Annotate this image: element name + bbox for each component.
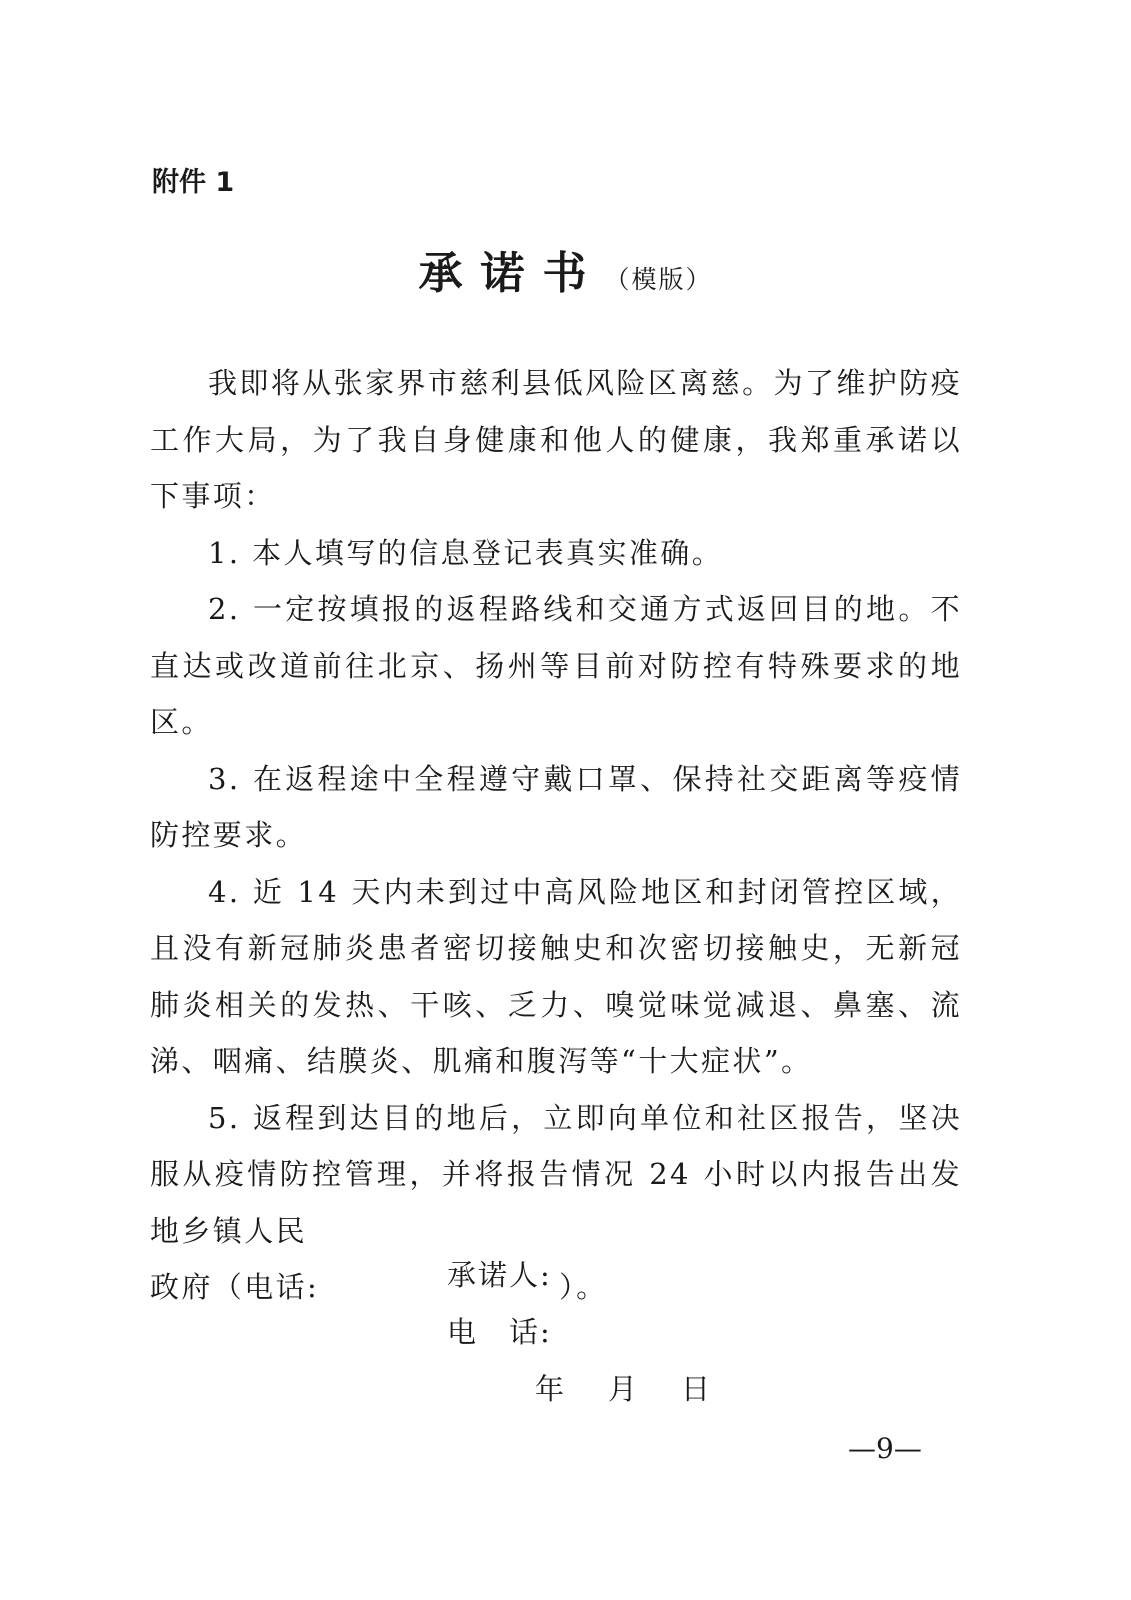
commitment-item-4: 4. 近 14 天内未到过中高风险地区和封闭管控区域，且没有新冠肺炎患者密切接触史和次密切接触史，无新冠肺炎相关的发热、干咳、乏力、嗅觉味觉减退、鼻塞、流涕、咽痛、结膜炎、肌痛和腹泻等“十大症状”。 bbox=[150, 874, 962, 1078]
document-title bbox=[0, 237, 1131, 301]
commitment-item-3: 3. 在返程途中全程遵守戴口罩、保持社交距离等疫情防控要求。 bbox=[150, 761, 962, 852]
title-main: 承诺书 bbox=[418, 248, 605, 299]
day-label: 日 bbox=[681, 1372, 713, 1406]
month-label: 月 bbox=[608, 1372, 640, 1406]
attachment-label: 附件 1 bbox=[152, 167, 235, 198]
title-sub: （模版） bbox=[604, 265, 713, 294]
promisor-label: 承诺人: bbox=[447, 1258, 552, 1292]
year-label: 年 bbox=[535, 1372, 567, 1406]
phone-line-suffix: ）。 bbox=[559, 1270, 608, 1304]
phone-line-prefix: 政府（电话: bbox=[150, 1270, 320, 1304]
intro-paragraph: 我即将从张家界市慈利县低风险区离慈。为了维护防疫工作大局，为了我自身健康和他人的健康，我郑重承诺以下事项： bbox=[150, 366, 962, 513]
page-number: —9— bbox=[848, 1432, 922, 1465]
commitment-item-2: 2. 一定按填报的返程路线和交通方式返回目的地。不直达或改道前往北京、扬州等目前对防控有特殊要求的地区。 bbox=[150, 592, 962, 739]
commitment-item-5: 5. 返程到达目的地后，立即向单位和社区报告，坚决服从疫情防控管理，并将报告情况 24 小时以内报告出发地乡镇人民 bbox=[150, 1100, 962, 1248]
phone-line bbox=[150, 1259, 962, 1316]
document-body bbox=[150, 355, 962, 1316]
phone-label: 电 话: bbox=[447, 1315, 552, 1349]
date-line bbox=[535, 1367, 712, 1408]
commitment-item-1: 1. 本人填写的信息登记表真实准确。 bbox=[208, 535, 724, 570]
